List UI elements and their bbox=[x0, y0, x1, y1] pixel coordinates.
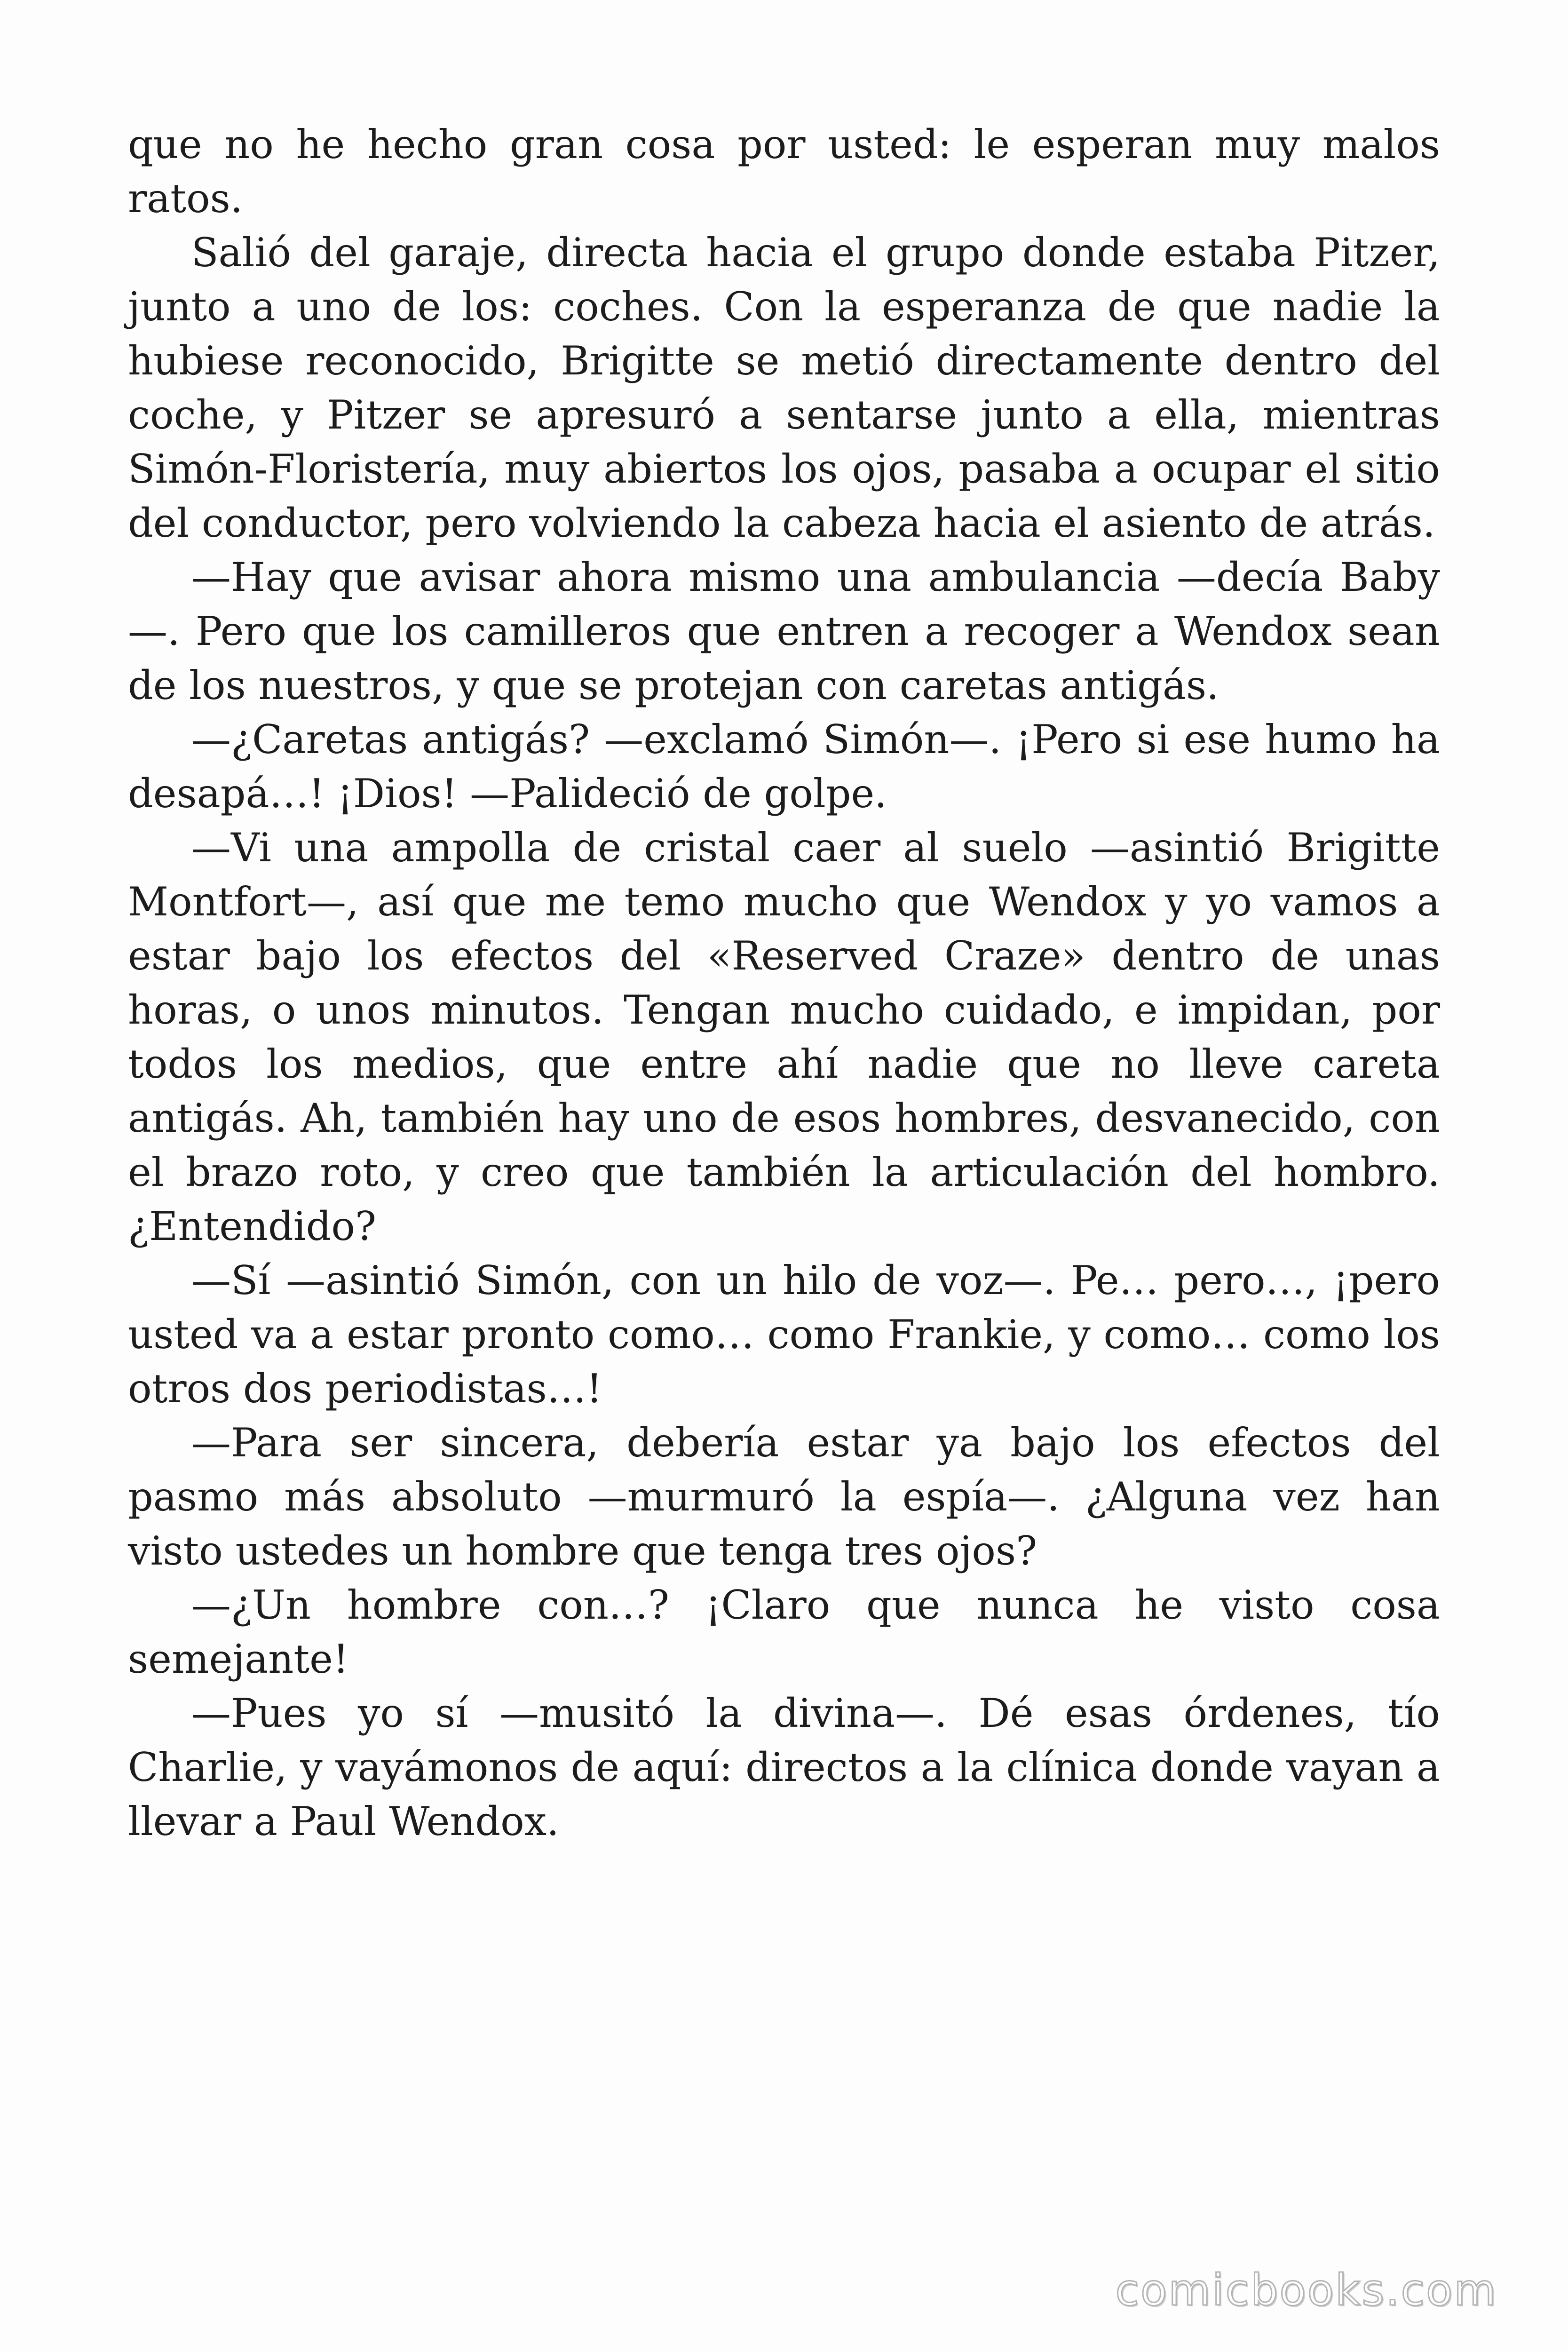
paragraph: —Sí —asintió Simón, con un hilo de voz—. Pe… pero…, ¡pero usted va a estar pronto como… como Frankie, y como… como los otros dos periodistas…! bbox=[128, 1257, 1440, 1412]
watermark-logo: comicbooks.com bbox=[1115, 2265, 1497, 2315]
paragraph: —¿Un hombre con…? ¡Claro que nunca he visto cosa semejante! bbox=[128, 1582, 1440, 1682]
paragraph: —Hay que avisar ahora mismo una ambulancia —decía Baby—. Pero que los camilleros que entren a recoger a Wendox sean de los nuestros, y que se protejan con caretas antigás. bbox=[128, 554, 1440, 708]
paragraph: —¿Caretas antigás? —exclamó Simón—. ¡Pero si ese humo ha desapá…! ¡Dios! —Palideció de golpe. bbox=[128, 716, 1440, 817]
paragraph: —Para ser sincera, debería estar ya bajo los efectos del pasmo más absoluto —murmuró la espía—. ¿Alguna vez han visto ustedes un hombre que tenga tres ojos? bbox=[128, 1420, 1440, 1574]
paragraph: —Vi una ampolla de cristal caer al suelo —asintió Brigitte Montfort—, así que me temo mucho que Wendox y yo vamos a estar bajo los efectos del «Reserved Craze» dentro de unas horas, o unos minutos. Tengan mucho cuidado, e impidan, por todos los medios, que entre ahí nadie que no lleve careta antigás. Ah, también hay uno de esos hombres, desvanecido, con el brazo roto, y creo que también la articulación del hombro. ¿Entendido? bbox=[128, 825, 1440, 1249]
paragraph: —Pues yo sí —musitó la divina—. Dé esas órdenes, tío Charlie, y vayámonos de aquí: directos a la clínica donde vayan a llevar a Paul Wendox. bbox=[128, 1690, 1440, 1844]
paragraph: Salió del garaje, directa hacia el grupo donde estaba Pitzer, junto a uno de los: coches. Con la esperanza de que nadie la hubiese reconocido, Brigitte se metió directamente dentro del coche, y Pitzer se apresuró a sentarse junto a ella, mientras Simón-Floristería, muy abiertos los ojos, pasaba a ocupar el sitio del conductor, pero volviendo la cabeza hacia el asiento de atrás. bbox=[128, 230, 1440, 546]
paragraph-continuation: que no he hecho gran cosa por usted: le esperan muy malos ratos. bbox=[128, 121, 1440, 222]
body-text bbox=[128, 118, 1440, 1849]
